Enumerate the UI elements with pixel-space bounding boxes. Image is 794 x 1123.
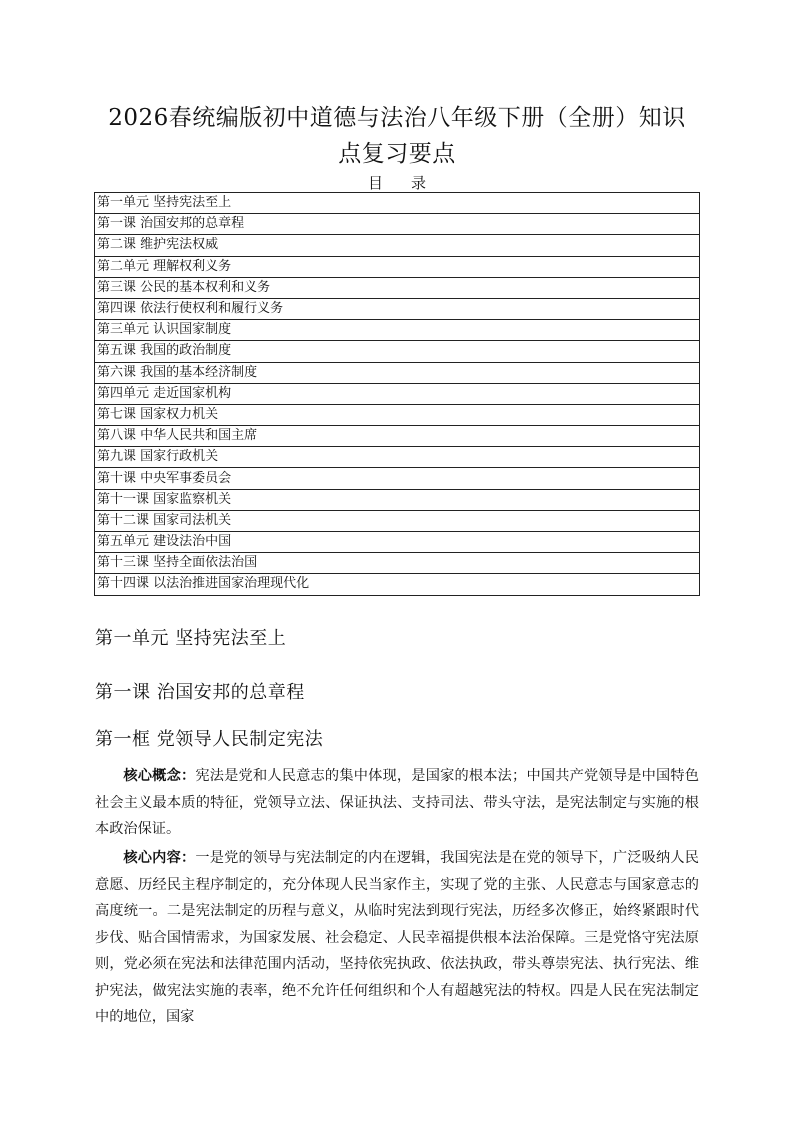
toc-entry[interactable]: 第九课 国家行政机关 — [95, 447, 700, 468]
toc-entry[interactable]: 第四课 依法行使权利和履行义务 — [95, 298, 700, 319]
toc-entry[interactable]: 第十课 中央军事委员会 — [95, 468, 700, 489]
toc-row — [95, 553, 700, 574]
document-title — [90, 100, 704, 172]
toc-entry[interactable]: 第十三课 坚持全面依法治国 — [95, 553, 700, 574]
paragraph-core-content — [95, 845, 699, 1031]
toc-row — [95, 298, 700, 319]
toc-row — [95, 532, 700, 553]
toc-row — [95, 341, 700, 362]
toc-row — [95, 489, 700, 510]
toc-row — [95, 383, 700, 404]
toc-entry[interactable]: 第八课 中华人民共和国主席 — [95, 426, 700, 447]
toc-entry[interactable]: 第四单元 走近国家机构 — [95, 383, 700, 404]
toc-row — [95, 574, 700, 595]
unit-heading: 第一单元 坚持宪法至上 — [95, 628, 287, 649]
toc-row — [95, 235, 700, 256]
toc-row — [95, 510, 700, 531]
toc-row — [95, 426, 700, 447]
toc-row — [95, 447, 700, 468]
toc-entry[interactable]: 第十四课 以法治推进国家治理现代化 — [95, 574, 700, 595]
toc-row — [95, 256, 700, 277]
toc-entry[interactable]: 第三课 公民的基本权利和义务 — [95, 277, 700, 298]
toc-entry[interactable]: 第二课 维护宪法权威 — [95, 235, 700, 256]
toc-row — [95, 404, 700, 425]
toc-heading: 目录 — [367, 174, 454, 192]
toc-row — [95, 193, 700, 214]
toc-entry[interactable]: 第一单元 坚持宪法至上 — [95, 193, 700, 214]
toc-row — [95, 320, 700, 341]
core-content-label: 核心内容： — [123, 850, 196, 866]
toc-entry[interactable]: 第三单元 认识国家制度 — [95, 320, 700, 341]
toc-entry[interactable]: 第五单元 建设法治中国 — [95, 532, 700, 553]
toc-row — [95, 362, 700, 383]
toc-entry[interactable]: 第七课 国家权力机关 — [95, 404, 700, 425]
core-content-text: 一是党的领导与宪法制定的内在逻辑，我国宪法是在党的领导下，广泛吸纳人民意愿、历经民主程序制定的，充分体现人民当家作主，实现了党的主张、人民意志与国家意志的高度统一。二是宪法制定的历程与意义，从临时宪法到现行宪法，历经多次修正，始终紧跟时代步伐、贴合国情需求，为国家发展、社会稳定、人民幸福提供根本法治保障。三是党恪守宪法原则，党必须在宪法和法律范围内活动，坚持依宪执政、依法执政，带头尊崇宪法、执行宪法、维护宪法，做宪法实施的表率，绝不允许任何组织和个人有超越宪法的特权。四是人民在宪法制定中的地位，国家 — [95, 850, 699, 1025]
title-line-2: 点复习要点 — [338, 141, 456, 167]
lesson-heading: 第一课 治国安邦的总章程 — [95, 682, 305, 703]
toc-entry[interactable]: 第十二课 国家司法机关 — [95, 510, 700, 531]
toc-row — [95, 468, 700, 489]
toc-entry[interactable]: 第六课 我国的基本经济制度 — [95, 362, 700, 383]
toc-entry[interactable]: 第五课 我国的政治制度 — [95, 341, 700, 362]
table-of-contents — [94, 192, 700, 596]
toc-entry[interactable]: 第一课 治国安邦的总章程 — [95, 214, 700, 235]
toc-row — [95, 277, 700, 298]
toc-row — [95, 214, 700, 235]
frame-heading: 第一框 党领导人民制定宪法 — [95, 729, 324, 750]
core-concept-text: 宪法是党和人民意志的集中体现，是国家的根本法；中国共产党领导是中国特色社会主义最本质的特征，党领导立法、保证执法、支持司法、带头守法，是宪法制定与实施的根本政治保证。 — [95, 768, 699, 837]
core-concept-label: 核心概念： — [123, 768, 196, 784]
toc-entry[interactable]: 第二单元 理解权利义务 — [95, 256, 700, 277]
paragraph-core-concept — [95, 763, 699, 843]
toc-entry[interactable]: 第十一课 国家监察机关 — [95, 489, 700, 510]
title-line-1: 2026春统编版初中道德与法治八年级下册（全册）知识 — [108, 105, 686, 131]
